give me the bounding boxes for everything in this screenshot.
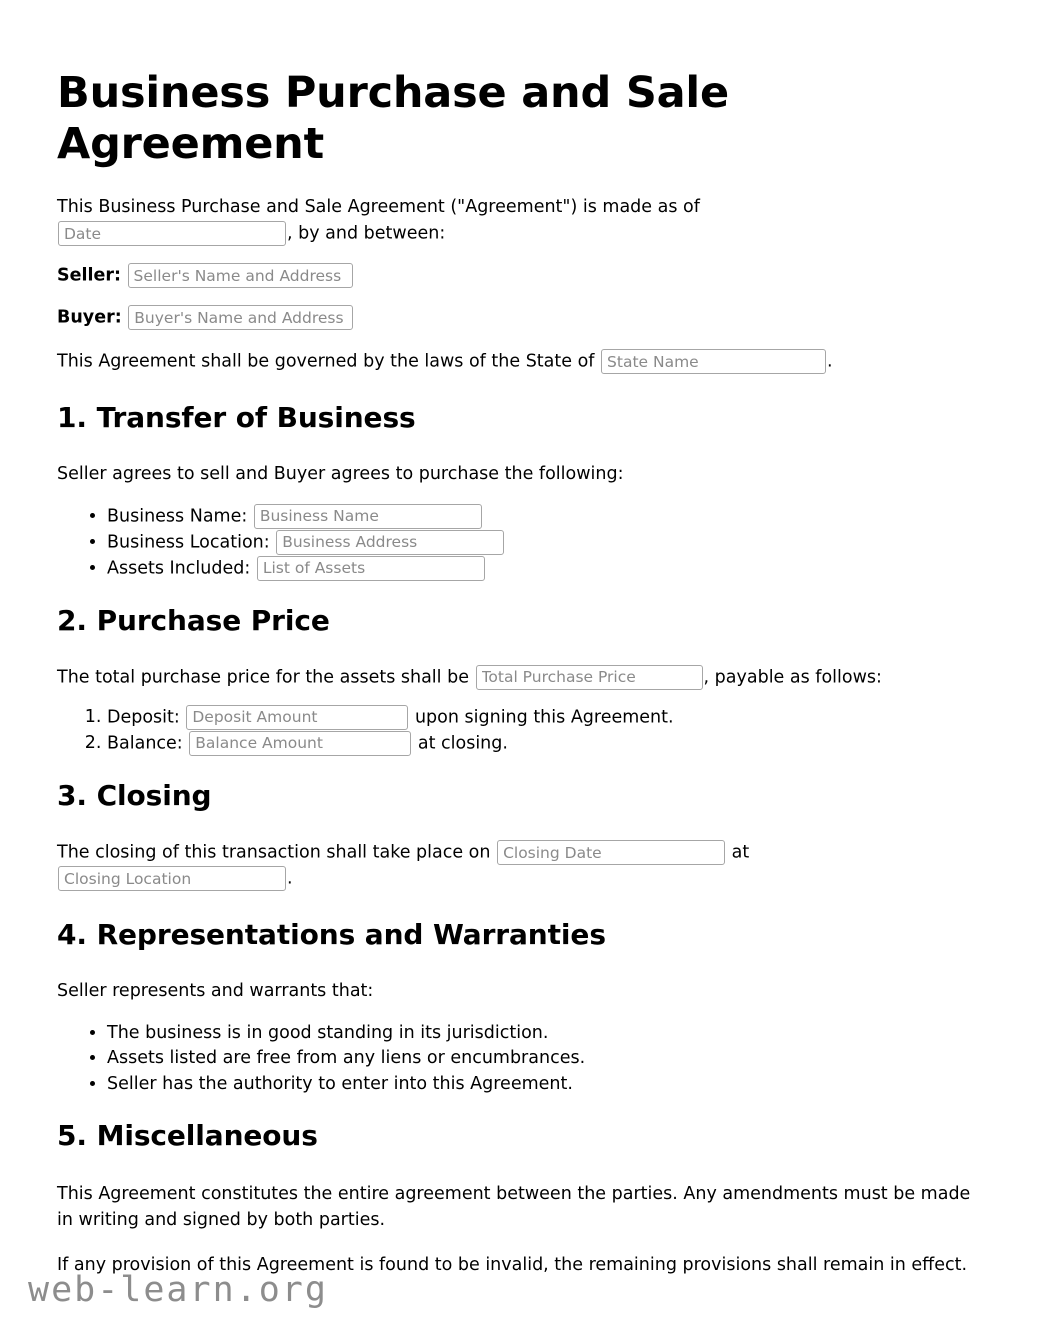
balance-amount-input[interactable] (189, 731, 411, 756)
warranties-list (57, 1021, 972, 1098)
governing-law-text: This Agreement shall be governed by the laws of the State of (57, 351, 595, 372)
seller-input[interactable] (128, 263, 353, 288)
business-name-input[interactable] (254, 504, 482, 529)
deposit-suffix: upon signing this Agreement. (414, 707, 674, 728)
list-item (107, 556, 972, 582)
section-heading-5: 5. Miscellaneous (57, 1119, 318, 1153)
date-input[interactable] (58, 221, 286, 246)
misc-paragraph-2: If any provision of this Agreement is found to be invalid, the remaining provisions shall remain in effect. (57, 1255, 968, 1276)
list-item (107, 504, 972, 530)
seller-label: Seller: (57, 265, 121, 286)
section-heading-1: 1. Transfer of Business (57, 401, 416, 435)
balance-label: Balance: (107, 733, 183, 754)
list-item (107, 530, 972, 556)
buyer-row (57, 305, 972, 331)
purchase-price-text-before: The total purchase price for the assets shall be (57, 667, 469, 688)
list-item (107, 731, 972, 757)
misc-paragraph-1: This Agreement constitutes the entire agreement between the parties. Any amendments must be made in writing and signed by both parties. (57, 1184, 971, 1230)
payment-terms-list (57, 705, 972, 757)
closing-text-between: at (731, 842, 750, 863)
intro-paragraph (57, 195, 972, 247)
business-location-label: Business Location: (107, 532, 270, 553)
section-heading-3: 3. Closing (57, 779, 212, 813)
section-2-intro (57, 665, 972, 691)
buyer-label: Buyer: (57, 307, 122, 328)
assets-included-label: Assets Included: (107, 558, 251, 579)
business-name-label: Business Name: (107, 506, 248, 527)
watermark: web-learn.org (28, 1270, 328, 1310)
list-item: • Seller has the authority to enter into this Agreement. (107, 1072, 972, 1098)
section-1-intro: Seller agrees to sell and Buyer agrees to purchase the following: (57, 464, 624, 485)
section-3-body (57, 840, 972, 892)
list-item: • The business is in good standing in its jurisdiction. (107, 1021, 972, 1047)
transfer-items-list (57, 504, 972, 582)
section-heading-2: 2. Purchase Price (57, 603, 330, 637)
intro-text-before-date: This Business Purchase and Sale Agreement ("Agreement") is made as of (57, 197, 700, 218)
total-purchase-price-input[interactable] (476, 665, 703, 690)
purchase-price-text-after: , payable as follows: (703, 667, 882, 688)
intro-text-after-date: , by and between: (287, 223, 446, 244)
seller-row (57, 263, 972, 289)
list-item: • Assets listed are free from any liens or encumbrances. (107, 1046, 972, 1072)
closing-location-input[interactable] (58, 866, 286, 891)
closing-text-before: The closing of this transaction shall take place on (57, 842, 491, 863)
section-heading-4: 4. Representations and Warranties (57, 918, 606, 952)
deposit-amount-input[interactable] (186, 705, 408, 730)
buyer-input[interactable] (128, 305, 353, 330)
list-item (107, 705, 972, 731)
closing-date-input[interactable] (497, 840, 725, 865)
page-title: Business Purchase and Sale Agreement (57, 68, 729, 169)
closing-period: . (287, 868, 293, 889)
balance-suffix: at closing. (417, 733, 508, 754)
governing-law-period: . (827, 351, 833, 372)
section-4-intro: Seller represents and warrants that: (57, 981, 374, 1002)
document-content (57, 0, 972, 1279)
deposit-label: Deposit: (107, 707, 180, 728)
governing-law-row (57, 349, 972, 375)
business-address-input[interactable] (276, 530, 504, 555)
state-name-input[interactable] (601, 349, 826, 374)
assets-list-input[interactable] (257, 556, 485, 581)
